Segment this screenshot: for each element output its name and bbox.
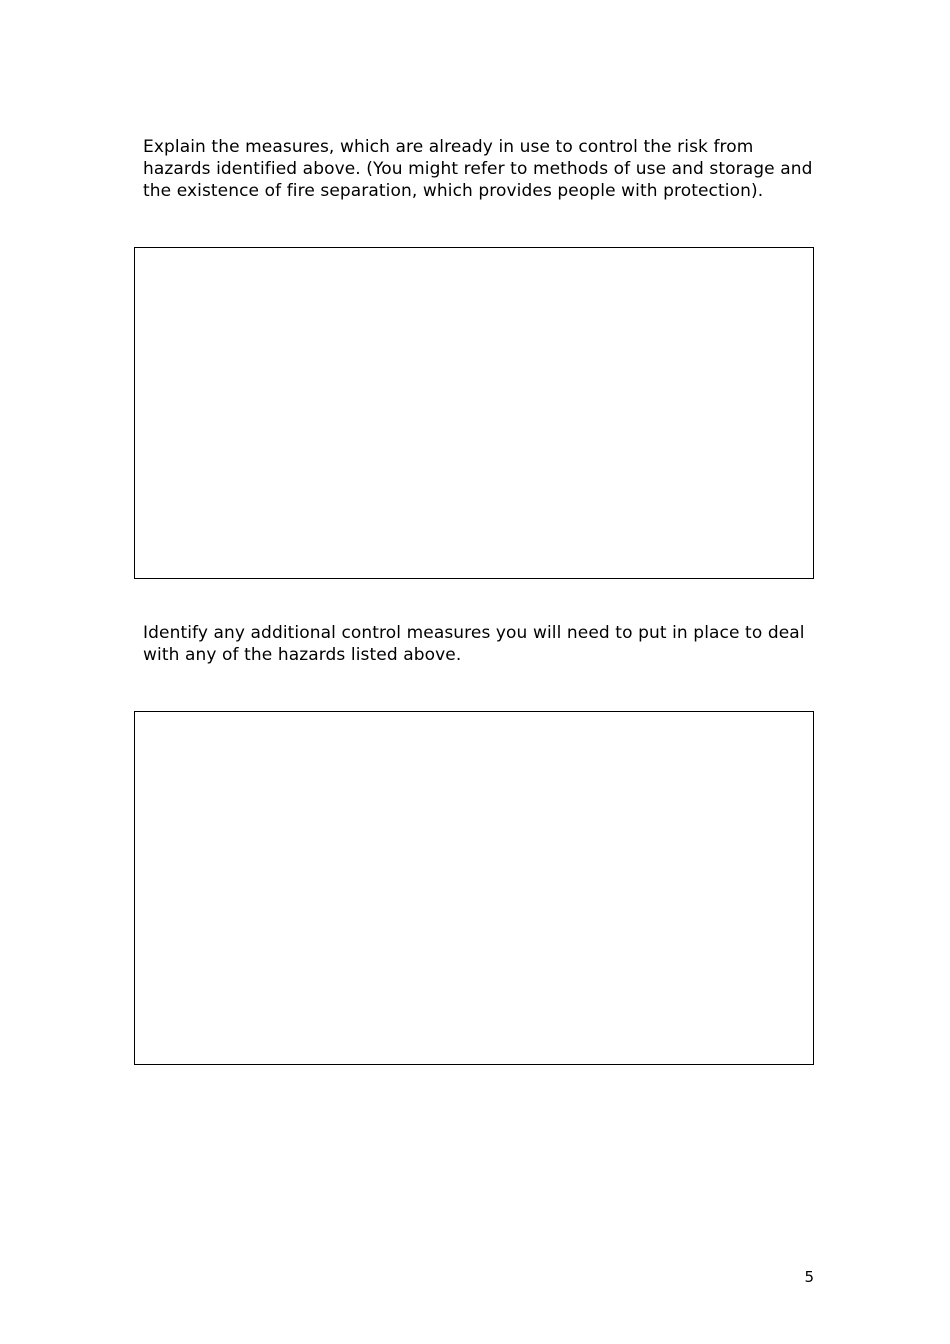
additional-measures-prompt: Identify any additional control measures you will need to put in place to deal with any of the hazards listed above.: [143, 623, 805, 665]
existing-measures-prompt: Explain the measures, which are already in use to control the risk from hazards identified above. (You might refer to methods of use and storage and the existence of fire separation, which provides people with protection).: [143, 137, 813, 201]
page-number: 5: [804, 1268, 814, 1286]
existing-measures-answer-box[interactable]: [134, 247, 814, 579]
additional-measures-answer-box[interactable]: [134, 711, 814, 1065]
